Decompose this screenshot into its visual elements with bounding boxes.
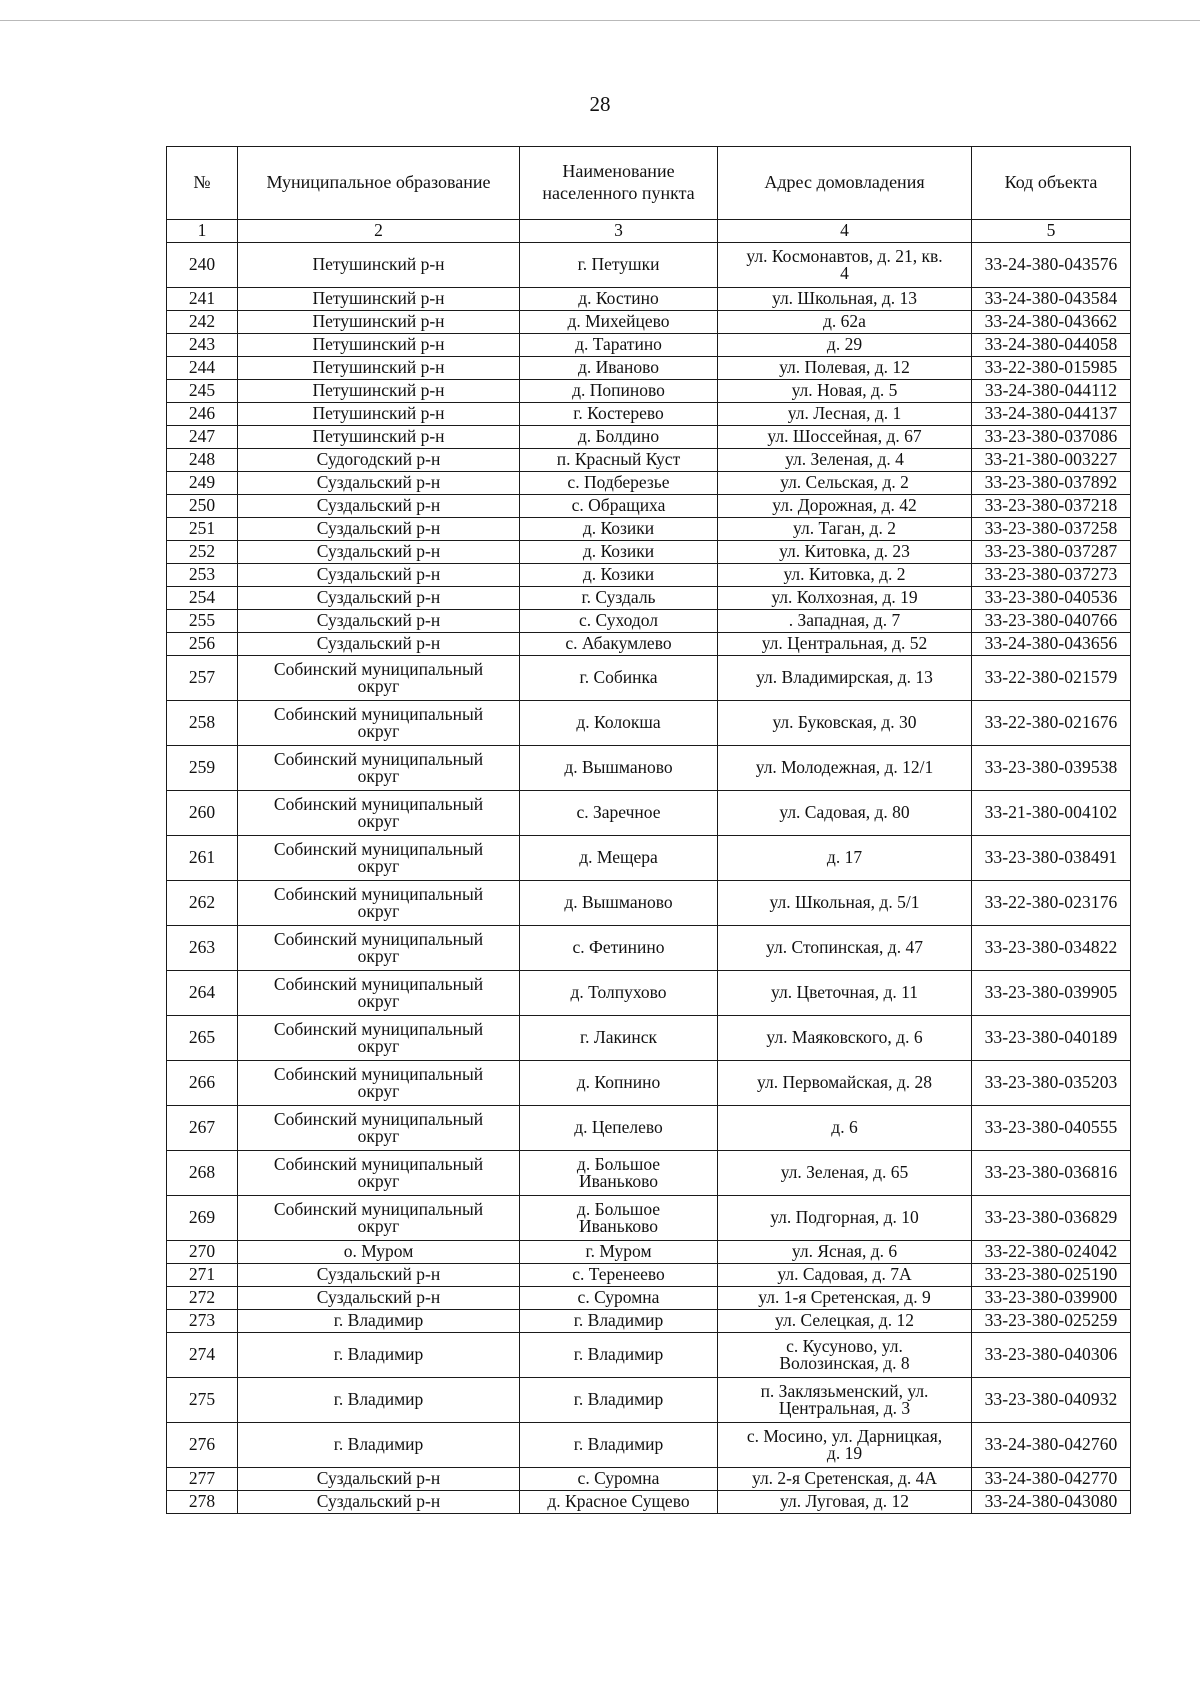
cell-object-code: 33-21-380-003227	[972, 449, 1131, 472]
cell-address: ул. Цветочная, д. 11	[718, 971, 972, 1016]
cell-settlement: д. Таратино	[520, 334, 718, 357]
table-row	[167, 495, 1131, 518]
cell-object-code: 33-23-380-040555	[972, 1106, 1131, 1151]
cell-address: ул. Полевая, д. 12	[718, 357, 972, 380]
table-row	[167, 449, 1131, 472]
cell-object-code: 33-23-380-040766	[972, 610, 1131, 633]
cell-object-code: 33-24-380-043576	[972, 243, 1131, 288]
cell-settlement: д. Иваново	[520, 357, 718, 380]
cell-number: 278	[167, 1491, 238, 1514]
cell-object-code: 33-23-380-040189	[972, 1016, 1131, 1061]
page-number: 28	[589, 92, 611, 116]
cell-municipality: Суздальский р-н	[238, 1264, 520, 1287]
cell-settlement: д. Михейцево	[520, 311, 718, 334]
table-row	[167, 1241, 1131, 1264]
cell-number: 259	[167, 746, 238, 791]
cell-municipality: Суздальский р-н	[238, 518, 520, 541]
cell-settlement: д. Вышманово	[520, 881, 718, 926]
table-row	[167, 1491, 1131, 1514]
header-number: №	[167, 147, 238, 220]
table-row	[167, 472, 1131, 495]
cell-address: п. Заклязьменский, ул. Центральная, д. 3	[718, 1378, 972, 1423]
cell-address: ул. Владимирская, д. 13	[718, 656, 972, 701]
table-body	[167, 243, 1131, 1514]
cell-number: 240	[167, 243, 238, 288]
cell-object-code: 33-23-380-040932	[972, 1378, 1131, 1423]
cell-number: 262	[167, 881, 238, 926]
cell-address: ул. Буковская, д. 30	[718, 701, 972, 746]
cell-number: 277	[167, 1468, 238, 1491]
cell-object-code: 33-24-380-044137	[972, 403, 1131, 426]
cell-object-code: 33-22-380-024042	[972, 1241, 1131, 1264]
cell-address: ул. Лесная, д. 1	[718, 403, 972, 426]
cell-object-code: 33-23-380-037273	[972, 564, 1131, 587]
cell-municipality: Собинский муниципальный округ	[238, 1151, 520, 1196]
cell-object-code: 33-24-380-043584	[972, 288, 1131, 311]
cell-municipality: Суздальский р-н	[238, 1287, 520, 1310]
objects-table	[166, 146, 1131, 1514]
cell-object-code: 33-23-380-040306	[972, 1333, 1131, 1378]
cell-object-code: 33-23-380-039538	[972, 746, 1131, 791]
cell-number: 260	[167, 791, 238, 836]
table-row	[167, 243, 1131, 288]
cell-address: ул. Зеленая, д. 4	[718, 449, 972, 472]
header-municipality: Муниципальное образование	[238, 147, 520, 220]
table-row	[167, 288, 1131, 311]
cell-settlement: д. Колокша	[520, 701, 718, 746]
cell-settlement: г. Владимир	[520, 1378, 718, 1423]
table-row	[167, 1468, 1131, 1491]
cell-number: 254	[167, 587, 238, 610]
table-row	[167, 380, 1131, 403]
cell-municipality: Суздальский р-н	[238, 610, 520, 633]
cell-number: 246	[167, 403, 238, 426]
cell-settlement: д. Толпухово	[520, 971, 718, 1016]
table-row	[167, 971, 1131, 1016]
cell-number: 255	[167, 610, 238, 633]
cell-municipality: Петушинский р-н	[238, 403, 520, 426]
cell-municipality: Суздальский р-н	[238, 633, 520, 656]
cell-number: 266	[167, 1061, 238, 1106]
cell-municipality: Петушинский р-н	[238, 334, 520, 357]
cell-settlement: г. Собинка	[520, 656, 718, 701]
table-row	[167, 1333, 1131, 1378]
cell-address: д. 6	[718, 1106, 972, 1151]
table-row	[167, 1016, 1131, 1061]
cell-object-code: 33-22-380-023176	[972, 881, 1131, 926]
cell-settlement: с. Теренеево	[520, 1264, 718, 1287]
cell-settlement: г. Лакинск	[520, 1016, 718, 1061]
cell-address: ул. Зеленая, д. 65	[718, 1151, 972, 1196]
cell-address: ул. Садовая, д. 80	[718, 791, 972, 836]
cell-object-code: 33-21-380-004102	[972, 791, 1131, 836]
cell-municipality: Суздальский р-н	[238, 541, 520, 564]
cell-settlement: г. Муром	[520, 1241, 718, 1264]
cell-object-code: 33-23-380-025259	[972, 1310, 1131, 1333]
table-row	[167, 701, 1131, 746]
table-row	[167, 746, 1131, 791]
cell-number: 248	[167, 449, 238, 472]
cell-number: 249	[167, 472, 238, 495]
cell-object-code: 33-23-380-037892	[972, 472, 1131, 495]
header-address: Адрес домовладения	[718, 147, 972, 220]
cell-address: ул. Маяковского, д. 6	[718, 1016, 972, 1061]
cell-object-code: 33-23-380-037258	[972, 518, 1131, 541]
column-number: 2	[238, 220, 520, 243]
cell-object-code: 33-24-380-042760	[972, 1423, 1131, 1468]
table-header	[167, 147, 1131, 243]
cell-settlement: с. Подберезье	[520, 472, 718, 495]
cell-municipality: Собинский муниципальный округ	[238, 971, 520, 1016]
cell-object-code: 33-24-380-043656	[972, 633, 1131, 656]
cell-object-code: 33-23-380-039900	[972, 1287, 1131, 1310]
cell-object-code: 33-22-380-015985	[972, 357, 1131, 380]
cell-municipality: Собинский муниципальный округ	[238, 926, 520, 971]
cell-municipality: Суздальский р-н	[238, 1491, 520, 1514]
cell-object-code: 33-22-380-021676	[972, 701, 1131, 746]
cell-address: ул. Молодежная, д. 12/1	[718, 746, 972, 791]
cell-address: ул. Новая, д. 5	[718, 380, 972, 403]
cell-municipality: Собинский муниципальный округ	[238, 701, 520, 746]
cell-settlement: с. Обращиха	[520, 495, 718, 518]
cell-object-code: 33-23-380-037287	[972, 541, 1131, 564]
cell-number: 251	[167, 518, 238, 541]
cell-number: 263	[167, 926, 238, 971]
cell-number: 250	[167, 495, 238, 518]
table-row	[167, 1151, 1131, 1196]
cell-municipality: Суздальский р-н	[238, 587, 520, 610]
cell-address: ул. 1-я Сретенская, д. 9	[718, 1287, 972, 1310]
table-row	[167, 881, 1131, 926]
cell-municipality: Собинский муниципальный округ	[238, 1106, 520, 1151]
cell-municipality: о. Муром	[238, 1241, 520, 1264]
cell-number: 243	[167, 334, 238, 357]
table-row	[167, 656, 1131, 701]
cell-address: ул. 2-я Сретенская, д. 4А	[718, 1468, 972, 1491]
cell-municipality: Суздальский р-н	[238, 564, 520, 587]
table-row	[167, 564, 1131, 587]
cell-number: 272	[167, 1287, 238, 1310]
cell-number: 268	[167, 1151, 238, 1196]
cell-municipality: Судогодский р-н	[238, 449, 520, 472]
cell-address: д. 29	[718, 334, 972, 357]
table-row	[167, 403, 1131, 426]
cell-address: ул. Луговая, д. 12	[718, 1491, 972, 1514]
cell-number: 252	[167, 541, 238, 564]
cell-settlement: с. Абакумлево	[520, 633, 718, 656]
cell-municipality: Собинский муниципальный округ	[238, 656, 520, 701]
cell-address: ул. Подгорная, д. 10	[718, 1196, 972, 1241]
cell-address: с. Мосино, ул. Дарницкая, д. 19	[718, 1423, 972, 1468]
cell-settlement: с. Суромна	[520, 1468, 718, 1491]
table-row	[167, 518, 1131, 541]
cell-settlement: г. Петушки	[520, 243, 718, 288]
cell-number: 264	[167, 971, 238, 1016]
cell-settlement: с. Фетинино	[520, 926, 718, 971]
cell-object-code: 33-23-380-034822	[972, 926, 1131, 971]
cell-address: ул. Дорожная, д. 42	[718, 495, 972, 518]
cell-municipality: Петушинский р-н	[238, 357, 520, 380]
table-row	[167, 633, 1131, 656]
cell-municipality: Петушинский р-н	[238, 380, 520, 403]
table-row	[167, 1106, 1131, 1151]
cell-settlement: г. Суздаль	[520, 587, 718, 610]
cell-municipality: Петушинский р-н	[238, 288, 520, 311]
cell-settlement: г. Владимир	[520, 1423, 718, 1468]
cell-object-code: 33-23-380-036829	[972, 1196, 1131, 1241]
cell-number: 244	[167, 357, 238, 380]
cell-municipality: Собинский муниципальный округ	[238, 791, 520, 836]
table-row	[167, 1196, 1131, 1241]
cell-number: 270	[167, 1241, 238, 1264]
cell-number: 273	[167, 1310, 238, 1333]
cell-number: 257	[167, 656, 238, 701]
table-row	[167, 926, 1131, 971]
cell-settlement: д. Копнино	[520, 1061, 718, 1106]
cell-number: 269	[167, 1196, 238, 1241]
cell-address: с. Кусуново, ул. Волозинская, д. 8	[718, 1333, 972, 1378]
column-number: 5	[972, 220, 1131, 243]
table-row	[167, 1287, 1131, 1310]
cell-address: ул. Сельская, д. 2	[718, 472, 972, 495]
cell-object-code: 33-23-380-035203	[972, 1061, 1131, 1106]
cell-municipality: Собинский муниципальный округ	[238, 746, 520, 791]
cell-municipality: Собинский муниципальный округ	[238, 1196, 520, 1241]
cell-municipality: г. Владимир	[238, 1333, 520, 1378]
cell-address: ул. Колхозная, д. 19	[718, 587, 972, 610]
table-row	[167, 334, 1131, 357]
cell-settlement: д. Вышманово	[520, 746, 718, 791]
cell-number: 265	[167, 1016, 238, 1061]
cell-municipality: Петушинский р-н	[238, 426, 520, 449]
table-row	[167, 1423, 1131, 1468]
cell-municipality: Суздальский р-н	[238, 472, 520, 495]
cell-address: ул. Космонавтов, д. 21, кв. 4	[718, 243, 972, 288]
cell-object-code: 33-23-380-025190	[972, 1264, 1131, 1287]
cell-object-code: 33-23-380-037086	[972, 426, 1131, 449]
cell-number: 276	[167, 1423, 238, 1468]
cell-municipality: г. Владимир	[238, 1423, 520, 1468]
cell-address: ул. Садовая, д. 7А	[718, 1264, 972, 1287]
cell-settlement: д. Большое Иваньково	[520, 1196, 718, 1241]
cell-address: ул. Центральная, д. 52	[718, 633, 972, 656]
cell-address: ул. Школьная, д. 13	[718, 288, 972, 311]
column-number: 3	[520, 220, 718, 243]
cell-object-code: 33-23-380-040536	[972, 587, 1131, 610]
cell-address: ул. Ясная, д. 6	[718, 1241, 972, 1264]
cell-address: д. 17	[718, 836, 972, 881]
table-row	[167, 587, 1131, 610]
cell-municipality: Суздальский р-н	[238, 1468, 520, 1491]
cell-object-code: 33-22-380-021579	[972, 656, 1131, 701]
cell-settlement: д. Красное Сущево	[520, 1491, 718, 1514]
cell-address: д. 62а	[718, 311, 972, 334]
cell-address: ул. Школьная, д. 5/1	[718, 881, 972, 926]
cell-settlement: г. Владимир	[520, 1333, 718, 1378]
header-settlement: Наименование населенного пункта	[520, 147, 718, 220]
cell-address: ул. Первомайская, д. 28	[718, 1061, 972, 1106]
cell-settlement: с. Суромна	[520, 1287, 718, 1310]
cell-address: ул. Китовка, д. 2	[718, 564, 972, 587]
cell-municipality: Собинский муниципальный округ	[238, 1016, 520, 1061]
table-row	[167, 426, 1131, 449]
cell-number: 258	[167, 701, 238, 746]
cell-object-code: 33-24-380-044058	[972, 334, 1131, 357]
cell-municipality: Петушинский р-н	[238, 243, 520, 288]
cell-number: 256	[167, 633, 238, 656]
cell-object-code: 33-23-380-037218	[972, 495, 1131, 518]
cell-settlement: д. Цепелево	[520, 1106, 718, 1151]
cell-settlement: г. Костерево	[520, 403, 718, 426]
cell-municipality: Собинский муниципальный округ	[238, 1061, 520, 1106]
cell-settlement: г. Владимир	[520, 1310, 718, 1333]
cell-address: . Западная, д. 7	[718, 610, 972, 633]
cell-number: 274	[167, 1333, 238, 1378]
cell-settlement: д. Козики	[520, 518, 718, 541]
cell-municipality: Собинский муниципальный округ	[238, 836, 520, 881]
table-row	[167, 541, 1131, 564]
cell-municipality: г. Владимир	[238, 1378, 520, 1423]
table-row	[167, 610, 1131, 633]
cell-settlement: д. Большое Иваньково	[520, 1151, 718, 1196]
table-row	[167, 1061, 1131, 1106]
table-row	[167, 311, 1131, 334]
cell-settlement: с. Суходол	[520, 610, 718, 633]
cell-address: ул. Селецкая, д. 12	[718, 1310, 972, 1333]
cell-object-code: 33-24-380-043080	[972, 1491, 1131, 1514]
table-row	[167, 1264, 1131, 1287]
cell-settlement: д. Мещера	[520, 836, 718, 881]
table-row	[167, 1378, 1131, 1423]
cell-number: 253	[167, 564, 238, 587]
cell-settlement: д. Козики	[520, 564, 718, 587]
cell-number: 261	[167, 836, 238, 881]
cell-object-code: 33-23-380-036816	[972, 1151, 1131, 1196]
cell-settlement: д. Попиново	[520, 380, 718, 403]
cell-object-code: 33-24-380-044112	[972, 380, 1131, 403]
cell-object-code: 33-23-380-039905	[972, 971, 1131, 1016]
cell-number: 245	[167, 380, 238, 403]
cell-number: 241	[167, 288, 238, 311]
cell-object-code: 33-23-380-038491	[972, 836, 1131, 881]
cell-municipality: Собинский муниципальный округ	[238, 881, 520, 926]
scan-top-edge-line	[0, 20, 1200, 21]
cell-number: 275	[167, 1378, 238, 1423]
table-row	[167, 1310, 1131, 1333]
cell-settlement: п. Красный Куст	[520, 449, 718, 472]
cell-number: 247	[167, 426, 238, 449]
cell-address: ул. Таган, д. 2	[718, 518, 972, 541]
table-row	[167, 791, 1131, 836]
cell-settlement: д. Костино	[520, 288, 718, 311]
column-number: 4	[718, 220, 972, 243]
cell-number: 271	[167, 1264, 238, 1287]
table-row	[167, 836, 1131, 881]
header-object-code: Код объекта	[972, 147, 1131, 220]
cell-settlement: с. Заречное	[520, 791, 718, 836]
column-number: 1	[167, 220, 238, 243]
cell-address: ул. Китовка, д. 23	[718, 541, 972, 564]
cell-number: 242	[167, 311, 238, 334]
cell-number: 267	[167, 1106, 238, 1151]
cell-address: ул. Шоссейная, д. 67	[718, 426, 972, 449]
cell-settlement: д. Болдино	[520, 426, 718, 449]
cell-municipality: Петушинский р-н	[238, 311, 520, 334]
cell-object-code: 33-24-380-042770	[972, 1468, 1131, 1491]
cell-address: ул. Стопинская, д. 47	[718, 926, 972, 971]
cell-municipality: г. Владимир	[238, 1310, 520, 1333]
column-numbers-row	[167, 220, 1131, 243]
cell-municipality: Суздальский р-н	[238, 495, 520, 518]
table-row	[167, 357, 1131, 380]
cell-settlement: д. Козики	[520, 541, 718, 564]
cell-object-code: 33-24-380-043662	[972, 311, 1131, 334]
